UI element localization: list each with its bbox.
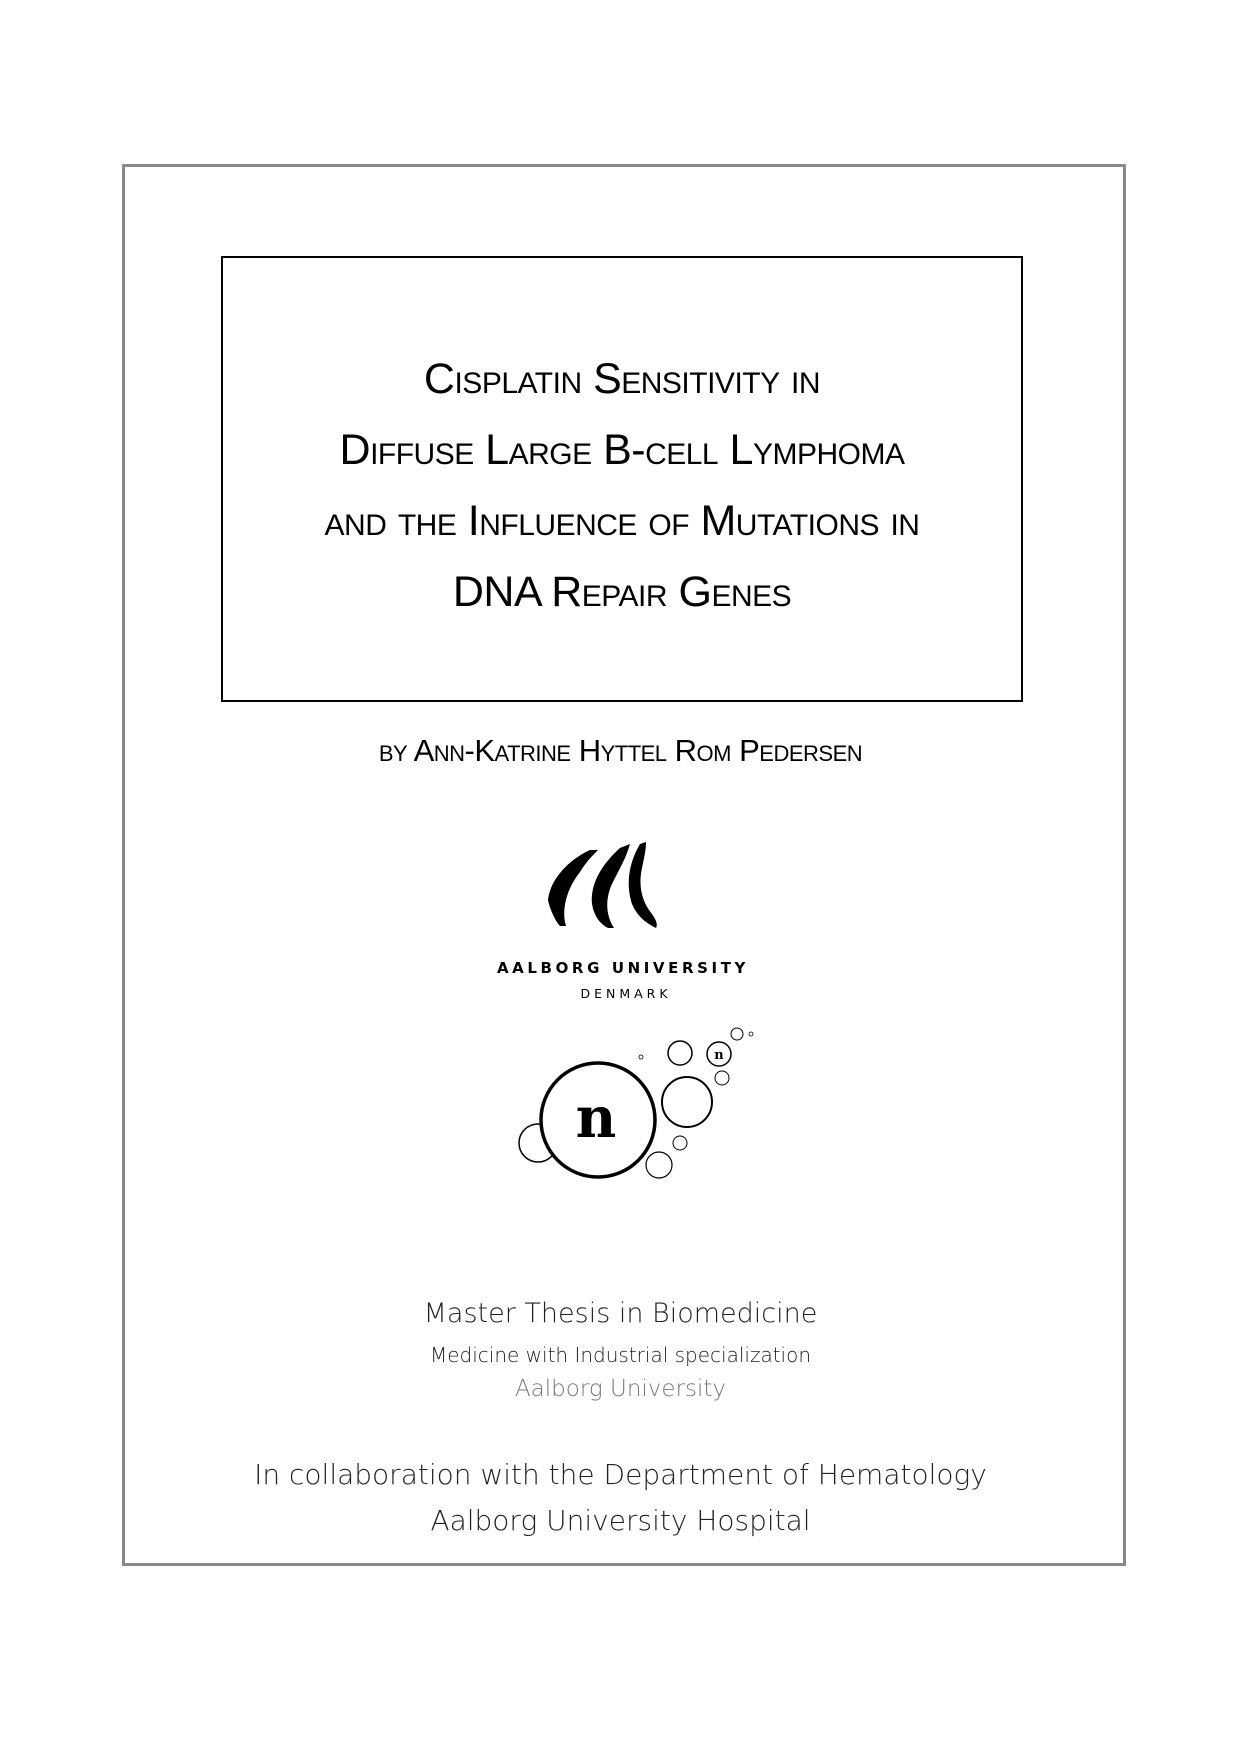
thesis-type: Master Thesis in Biomedicine [423,1298,818,1329]
thesis-title [223,344,1021,628]
title-line: Cisplatin Sensitivity in [423,355,821,403]
aau-logo-icon [497,842,749,1001]
title-line: and the Influence of Mutations in [324,497,920,545]
author-line: by Ann-Katrine Hyttel Rom Pedersen [378,733,863,768]
thesis-programme: Medicine with Industrial specialization [429,1343,812,1367]
thesis-institution: Aalborg University [514,1376,727,1402]
svg-text:n: n [575,1085,617,1151]
collaboration-hospital: Aalborg University Hospital [430,1504,811,1537]
collaboration-line: In collaboration with the Department of Hematology [254,1458,987,1491]
title-box [221,256,1023,702]
title-line: DNA Repair Genes [452,568,792,616]
svg-text:n: n [714,1048,724,1063]
university-country: DENMARK [580,986,672,1001]
university-name: AALBORG UNIVERSITY [496,959,750,977]
title-line: Diffuse Large B-cell Lymphoma [339,426,905,474]
logos [480,830,800,1210]
bubbles-logo-icon [519,1028,753,1178]
